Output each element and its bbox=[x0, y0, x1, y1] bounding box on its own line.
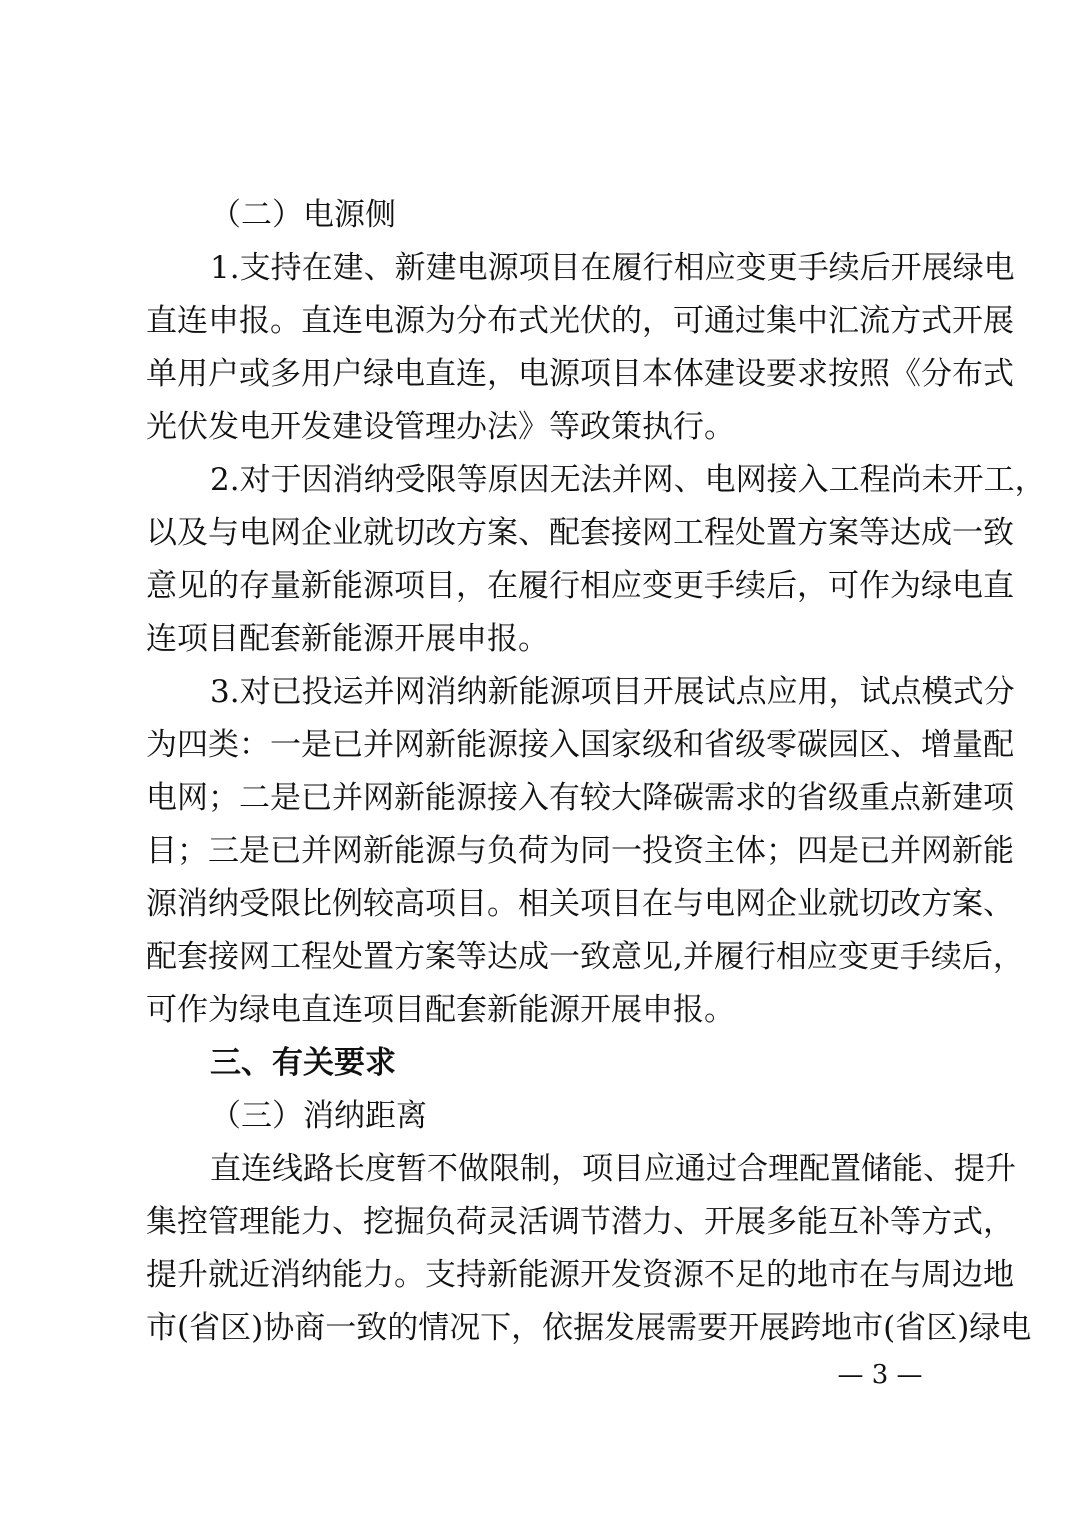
paragraph-2-line: 意见的存量新能源项目，在履行相应变更手续后，可作为绿电直 bbox=[146, 568, 1014, 604]
section-heading-requirements: 三、有关要求 bbox=[210, 1045, 396, 1081]
paragraph-3-line: 电网；二是已并网新能源接入有较大降碳需求的省级重点新建项 bbox=[146, 780, 1014, 816]
paragraph-4-line: 直连线路长度暂不做限制，项目应通过合理配置储能、提升 bbox=[210, 1151, 1016, 1187]
paragraph-4-line: 提升就近消纳能力。支持新能源开发资源不足的地市在与周边地 bbox=[146, 1257, 1014, 1293]
paragraph-3-line: 配套接网工程处置方案等达成一致意见,并履行相应变更手续后， bbox=[146, 939, 1024, 975]
paragraph-1-line: 光伏发电开发建设管理办法》等政策执行。 bbox=[146, 409, 735, 445]
subheading-power-side: （二）电源侧 bbox=[210, 197, 396, 233]
paragraph-2-line: 以及与电网企业就切改方案、配套接网工程处置方案等达成一致 bbox=[146, 515, 1014, 551]
paragraph-3-line: 3.对已投运并网消纳新能源项目开展试点应用，试点模式分 bbox=[210, 674, 1015, 710]
paragraph-2-line: 连项目配套新能源开展申报。 bbox=[146, 621, 549, 657]
subheading-consumption-distance: （三）消纳距离 bbox=[210, 1098, 427, 1134]
paragraph-2-line: 2.对于因消纳受限等原因无法并网、电网接入工程尚未开工， bbox=[210, 462, 1046, 498]
paragraph-3-line: 源消纳受限比例较高项目。相关项目在与电网企业就切改方案、 bbox=[146, 886, 1014, 922]
paragraph-1-line: 单用户或多用户绿电直连，电源项目本体建设要求按照《分布式 bbox=[146, 356, 1014, 392]
paragraph-4-line: 集控管理能力、挖掘负荷灵活调节潜力、开展多能互补等方式， bbox=[146, 1204, 1014, 1240]
paragraph-1-line: 1.支持在建、新建电源项目在履行相应变更手续后开展绿电 bbox=[210, 250, 1015, 286]
paragraph-3-line: 目；三是已并网新能源与负荷为同一投资主体；四是已并网新能 bbox=[146, 833, 1014, 869]
page-number: — 3 — bbox=[837, 1360, 923, 1390]
paragraph-3-line: 可作为绿电直连项目配套新能源开展申报。 bbox=[146, 992, 735, 1028]
paragraph-4-line: 市(省区)协商一致的情况下，依据发展需要开展跨地市(省区)绿电 bbox=[146, 1310, 1032, 1346]
paragraph-1-line: 直连申报。直连电源为分布式光伏的，可通过集中汇流方式开展 bbox=[146, 303, 1014, 339]
paragraph-3-line: 为四类：一是已并网新能源接入国家级和省级零碳园区、增量配 bbox=[146, 727, 1014, 763]
